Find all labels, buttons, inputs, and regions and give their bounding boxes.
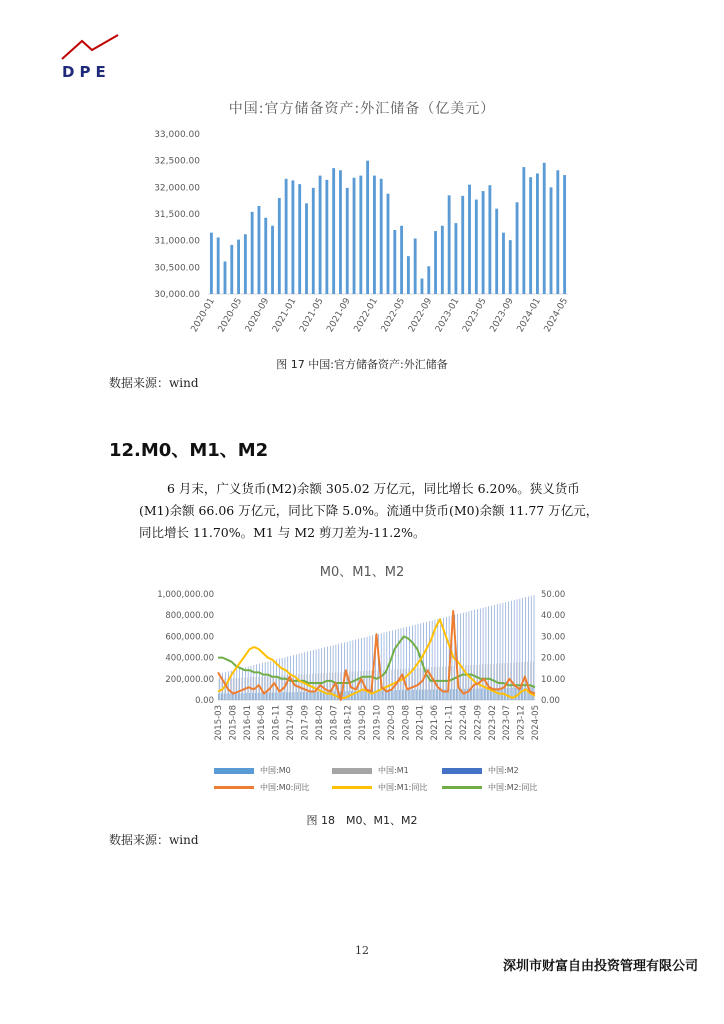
- chart1-bar: [244, 234, 247, 294]
- chart2-bar-m2: [310, 651, 311, 700]
- chart1-xtick-label: 2021-05: [298, 296, 326, 335]
- chart1-bar: [285, 179, 288, 294]
- chart2-bar-m0: [280, 692, 281, 700]
- legend-m1yoy-label: 中国:M1:同比: [378, 783, 428, 792]
- chart1-bar: [393, 230, 396, 294]
- chart2-bar-m2: [256, 664, 257, 700]
- chart2-bar-m0: [402, 690, 403, 700]
- chart2-bar-m2: [500, 604, 501, 700]
- chart1-bar: [448, 195, 451, 294]
- chart2-bar-m2: [254, 665, 255, 700]
- chart2-bar-m0: [258, 693, 259, 700]
- chart2-bar-m0: [306, 692, 307, 700]
- footer-company: 深圳市财富自由投资管理有限公司: [502, 959, 698, 974]
- chart2-bar-m0: [260, 693, 261, 700]
- chart2-bar-m0: [391, 690, 392, 700]
- chart2-bar-m0: [249, 693, 250, 700]
- chart2-bar-m0: [382, 690, 383, 700]
- chart1-bar: [373, 176, 376, 294]
- legend-m2-label: 中国:M2: [488, 766, 519, 775]
- chart1-ytick-label: 32,500.00: [154, 156, 200, 167]
- chart2-bar-m0: [269, 693, 270, 700]
- chart2-xtick-label: 2017-09: [300, 705, 311, 741]
- chart2-bar-m2: [307, 652, 308, 700]
- chart2-bar-m2: [327, 647, 328, 700]
- chart1-ytick-label: 30,000.00: [154, 290, 200, 300]
- chart2-bar-m2: [486, 607, 487, 700]
- chart2-bar-m0: [433, 689, 434, 700]
- chart2-bar-m2: [336, 645, 337, 700]
- chart1-svg: [110, 120, 590, 352]
- chart1-bar: [516, 202, 519, 294]
- chart2-bar-m0: [419, 690, 420, 700]
- chart2-bar-m2: [395, 630, 396, 700]
- chart1-bar: [380, 179, 383, 294]
- chart2-bar-m0: [255, 693, 256, 700]
- chart2-xtick-label: 2023-12: [516, 705, 527, 741]
- chart1-ytick-label: 30,500.00: [154, 263, 200, 274]
- chart2-bar-m0: [224, 694, 225, 700]
- chart1-bar: [251, 212, 254, 294]
- chart1-bar: [400, 226, 403, 294]
- chart2-xtick-label: 2021-06: [430, 705, 441, 741]
- chart1-bar: [495, 209, 498, 294]
- chart2-bar-m0: [507, 688, 508, 700]
- chart2-left-tick-label: 0.00: [195, 696, 214, 706]
- chart2-bar-m2: [460, 613, 461, 700]
- legend-m2yoy-label: 中国:M2:同比: [488, 783, 538, 792]
- chart2-bar-m0: [292, 692, 293, 700]
- chart2-bar-m0: [473, 689, 474, 700]
- chart2-bar-m0: [478, 689, 479, 700]
- chart2-title: M0、M1、M2: [319, 565, 405, 580]
- chart2-xtick-label: 2023-07: [502, 705, 513, 741]
- chart1-bar: [529, 177, 532, 294]
- chart2-bar-m0: [408, 690, 409, 700]
- chart2-bar-m0: [416, 690, 417, 700]
- chart1-bar: [305, 203, 308, 294]
- chart2-bar-m0: [277, 692, 278, 700]
- chart2-right-tick-label: 10.00: [541, 674, 566, 685]
- chart2-bar-m0: [275, 693, 276, 700]
- chart2-bar-m0: [413, 690, 414, 700]
- chart2-bar-m2: [429, 621, 430, 700]
- chart2-bar-m2: [440, 618, 441, 700]
- chart2-xtick-label: 2022-04: [458, 705, 469, 741]
- chart2-bar-m2: [355, 640, 356, 700]
- chart2-bar-m0: [510, 688, 511, 700]
- chart1-bar: [414, 239, 417, 294]
- chart2-source: 数据来源：wind: [109, 833, 199, 847]
- chart1-bar: [366, 161, 369, 294]
- chart1-bar: [319, 176, 322, 294]
- chart2-left-tick-label: 400,000.00: [165, 653, 214, 664]
- chart2-xtick-label: 2016-11: [271, 705, 282, 741]
- chart1-bar: [563, 175, 566, 294]
- chart2-bar-m0: [393, 690, 394, 700]
- chart1-bar: [556, 170, 559, 294]
- chart2-bar-m2: [304, 652, 305, 700]
- chart2-xtick-label: 2020-08: [401, 705, 412, 741]
- legend-m1-label: 中国:M1: [378, 766, 409, 775]
- chart2-right-tick-label: 40.00: [541, 611, 566, 622]
- chart1-bar: [312, 188, 315, 294]
- chart2-left-tick-label: 1,000,000.00: [157, 590, 214, 600]
- chart2-xtick-label: 2018-07: [329, 705, 340, 741]
- chart1-xtick-label: 2023-01: [434, 296, 462, 335]
- chart2-bar-m0: [294, 692, 295, 700]
- chart1-xtick-label: 2021-09: [325, 296, 353, 335]
- chart2-bar-m2: [474, 610, 475, 700]
- chart1-bar: [298, 184, 301, 294]
- chart1-bar: [291, 180, 294, 294]
- chart1-xtick-label: 2022-01: [352, 296, 381, 335]
- chart2-bar-m0: [425, 690, 426, 700]
- chart2-bar-m2: [426, 622, 427, 700]
- chart2-xtick-label: 2021-11: [444, 705, 455, 741]
- chart2-bar-m0: [365, 691, 366, 700]
- chart2-caption: 图 18 M0、M1、M2: [306, 814, 418, 827]
- chart2-bar-m0: [314, 692, 315, 700]
- chart2-bar-m2: [222, 673, 223, 700]
- chart2-bar-m0: [283, 692, 284, 700]
- chart2-bar-m2: [319, 649, 320, 700]
- chart2-bar-m2: [271, 661, 272, 700]
- chart2-bar-m0: [410, 690, 411, 700]
- chart1-bar: [475, 200, 478, 294]
- chart2-bar-m2: [273, 660, 274, 700]
- legend-m1yoy: [332, 782, 427, 793]
- legend-m0: [214, 765, 291, 776]
- chart2-xtick-label: 2019-05: [358, 705, 369, 741]
- chart1-xtick-label: 2024-05: [542, 296, 571, 335]
- chart2-bar-m2: [268, 661, 269, 700]
- chart2-bar-m0: [311, 692, 312, 700]
- chart1-xtick-label: 2022-05: [379, 296, 408, 335]
- chart2-bar-m2: [503, 603, 504, 700]
- chart2-right-tick-label: 30.00: [541, 632, 566, 643]
- chart1-xtick-label: 2021-01: [271, 296, 299, 335]
- chart1-source: 数据来源：wind: [109, 376, 199, 390]
- chart2-bar-m2: [316, 649, 317, 700]
- chart2-svg: [150, 584, 590, 762]
- chart2-bar-m0: [464, 689, 465, 700]
- chart2-bar-m2: [353, 640, 354, 700]
- chart2-bar-m0: [481, 688, 482, 700]
- chart2-xtick-label: 2015-08: [228, 705, 239, 741]
- chart2-bar-m2: [446, 617, 447, 700]
- chart2-xtick-label: 2017-04: [286, 705, 297, 741]
- chart1-bar: [427, 266, 430, 294]
- chart2-bar-m0: [266, 693, 267, 700]
- chart1-bar: [441, 226, 444, 294]
- chart2-bar-m2: [534, 595, 535, 700]
- chart2-bar-m2: [265, 662, 266, 700]
- chart2-bar-m0: [309, 692, 310, 700]
- chart2-bar-m0: [521, 688, 522, 700]
- chart1-title: 中国:官方储备资产:外汇储备（亿美元）: [228, 101, 496, 117]
- chart1-bar: [387, 194, 390, 294]
- chart2-xtick-label: 2015-03: [214, 705, 224, 741]
- chart1-ytick-label: 32,000.00: [154, 183, 200, 194]
- legend-m0yoy-label: 中国:M0:同比: [260, 783, 310, 792]
- legend-m0yoy: [214, 782, 309, 793]
- chart1-bar: [543, 163, 546, 294]
- section-heading: 12.M0、M1、M2: [109, 440, 269, 461]
- chart2-bar-m2: [494, 605, 495, 700]
- chart2-bar-m0: [360, 691, 361, 700]
- chart2-bar-m2: [237, 669, 238, 700]
- chart2-bar-m2: [415, 625, 416, 700]
- chart2-bar-m2: [387, 632, 388, 700]
- chart2-xtick-label: 2018-12: [343, 705, 354, 741]
- chart2-bar-m0: [218, 694, 219, 700]
- chart2-bar-m2: [480, 608, 481, 700]
- chart1-bar: [550, 187, 553, 294]
- chart2-legend: [214, 765, 544, 795]
- chart2-bar-m2: [347, 642, 348, 700]
- chart1-xtick-label: 2023-05: [461, 296, 489, 335]
- chart2-bar-m2: [245, 667, 246, 700]
- chart2-bar-m2: [344, 642, 345, 700]
- chart2-xtick-label: 2021-01: [415, 705, 426, 741]
- chart2-bar-m0: [300, 692, 301, 700]
- chart2-bar-m2: [234, 670, 235, 700]
- chart2-bar-m2: [477, 609, 478, 700]
- chart1-bar: [271, 226, 274, 294]
- chart2-bar-m0: [379, 690, 380, 700]
- chart1-bar: [536, 173, 539, 294]
- chart2-bar-m0: [320, 692, 321, 700]
- chart2-bar-m2: [299, 654, 300, 700]
- chart1-bar: [454, 223, 457, 294]
- chart1-bar: [325, 180, 328, 294]
- chart1-bar: [346, 188, 349, 294]
- chart2-bar-m2: [333, 645, 334, 700]
- chart1-bar: [278, 198, 281, 294]
- chart2-bar-m0: [229, 693, 230, 700]
- chart2-bar-m2: [350, 641, 351, 700]
- chart2-right-tick-label: 50.00: [541, 590, 566, 600]
- chart1-bar: [258, 206, 261, 294]
- chart2-bar-m0: [476, 689, 477, 700]
- chart1-bar: [434, 231, 437, 294]
- chart2-bar-m0: [467, 689, 468, 700]
- chart2-bar-m2: [466, 612, 467, 700]
- chart2-xtick-label: 2023-02: [487, 705, 498, 741]
- chart1-bar: [509, 240, 512, 294]
- chart2-bar-m2: [313, 650, 314, 700]
- chart2-bar-m2: [259, 664, 260, 700]
- chart2-bar-m2: [293, 655, 294, 700]
- chart2-bar-m2: [463, 613, 464, 700]
- chart1-bar: [224, 261, 227, 294]
- chart2-bar-m2: [432, 621, 433, 701]
- chart2-xtick-label: 2019-10: [372, 705, 383, 741]
- chart2-bar-m2: [412, 625, 413, 700]
- chart1-bar: [210, 233, 213, 294]
- chart2-bar-m0: [272, 693, 273, 700]
- logo-text: DPE: [62, 63, 111, 81]
- chart2-xtick-label: 2024-05: [531, 705, 541, 741]
- chart2-bar-m0: [362, 691, 363, 700]
- chart1-bar: [502, 233, 505, 294]
- chart2-bar-m0: [456, 689, 457, 700]
- chart1-caption: 图 17 中国:官方储备资产:外汇储备: [276, 358, 448, 371]
- chart1-xtick-label: 2020-05: [216, 296, 245, 335]
- chart2-xtick-label: 2018-02: [314, 705, 325, 741]
- chart2-bar-m0: [399, 690, 400, 700]
- chart2-bar-m2: [423, 623, 424, 700]
- chart2-bar-m0: [286, 692, 287, 700]
- chart2-bar-m0: [226, 693, 227, 700]
- chart2-bar-m2: [497, 604, 498, 700]
- chart2-bar-m0: [289, 692, 290, 700]
- chart2-bar-m0: [484, 688, 485, 700]
- chart1-bar: [217, 237, 220, 294]
- chart1-bar: [522, 167, 525, 294]
- chart2-xtick-label: 2016-06: [257, 705, 268, 741]
- chart1-bar: [488, 185, 491, 294]
- chart1-bar: [482, 191, 485, 294]
- chart2-bar-m0: [422, 690, 423, 700]
- chart2-bar-m0: [297, 692, 298, 700]
- legend-m2yoy: [442, 782, 537, 793]
- chart2-bar-m0: [453, 689, 454, 700]
- logo-swoosh: [60, 33, 122, 61]
- chart1-xtick-label: 2023-09: [488, 296, 516, 335]
- chart1-bar: [264, 218, 267, 294]
- chart2-right-tick-label: 0.00: [541, 696, 560, 706]
- chart2-bar-m0: [430, 689, 431, 700]
- page-number: 12: [355, 944, 369, 957]
- chart1-xtick-label: 2024-01: [515, 296, 544, 335]
- legend-m2: [442, 765, 519, 776]
- section-paragraph: 6 月末，广义货币(M2)余额 305.02 万亿元，同比增长 6.20%。狭义货币(M1)余额 66.06 万亿元，同比下降 5.0%。流通中货币(M0)余额 11.77 万亿元，同比增长 11.70%。M1 与 M2 剪刀差为-11.2%。: [139, 481, 599, 540]
- chart1-xtick-label: 2020-01: [189, 296, 217, 335]
- chart2-bar-m0: [450, 689, 451, 700]
- chart2-left-tick-label: 600,000.00: [165, 632, 214, 643]
- chart2-bar-m0: [317, 692, 318, 700]
- chart2-xtick-label: 2020-03: [386, 705, 397, 741]
- chart2-bar-m0: [235, 693, 236, 700]
- chart2-bar-m0: [439, 689, 440, 700]
- chart1-bar: [468, 185, 471, 294]
- chart2-bar-m2: [248, 666, 249, 700]
- chart1-bar: [407, 256, 410, 294]
- chart2-bar-m0: [221, 694, 222, 700]
- chart2-xtick-label: 2016-01: [242, 705, 253, 741]
- chart1-bar: [230, 245, 233, 294]
- chart1-xtick-label: 2020-09: [243, 296, 272, 335]
- chart1-bar: [461, 196, 464, 294]
- chart2-bar-m2: [239, 669, 240, 700]
- chart2-bar-m0: [405, 690, 406, 700]
- chart1-xtick-label: 2022-09: [406, 296, 435, 335]
- chart2-bar-m0: [396, 690, 397, 700]
- chart1-ytick-label: 31,000.00: [154, 236, 200, 247]
- chart2-bar-m0: [252, 693, 253, 700]
- chart1-bar: [359, 176, 362, 294]
- chart2-bar-m0: [238, 693, 239, 700]
- chart2-bar-m2: [276, 659, 277, 700]
- chart1-ytick-label: 33,000.00: [154, 130, 200, 140]
- legend-m0-label: 中国:M0: [260, 766, 291, 775]
- chart1-bar: [421, 279, 424, 294]
- chart2-bar-m2: [242, 668, 243, 700]
- chart1-bar: [237, 240, 240, 294]
- chart2-bar-m2: [404, 628, 405, 700]
- chart2-bar-m2: [491, 606, 492, 700]
- chart2-bar-m0: [487, 688, 488, 700]
- chart1-bar: [332, 168, 335, 294]
- chart2-xtick-label: 2022-09: [473, 705, 484, 741]
- chart1-bar: [353, 178, 356, 294]
- chart2-right-tick-label: 20.00: [541, 653, 566, 664]
- chart2-bar-m0: [459, 689, 460, 700]
- chart2-bar-m0: [246, 693, 247, 700]
- chart2-bar-m0: [241, 693, 242, 700]
- chart2-bar-m2: [262, 663, 263, 700]
- chart2-bar-m0: [243, 693, 244, 700]
- chart2-bar-m0: [427, 690, 428, 700]
- chart2-bar-m0: [436, 689, 437, 700]
- chart2-bar-m2: [302, 653, 303, 700]
- chart1-bar: [339, 170, 342, 294]
- chart2-bar-m2: [469, 611, 470, 700]
- chart2-bar-m0: [515, 688, 516, 700]
- chart2-bar-m2: [228, 671, 229, 700]
- chart2-bar-m0: [303, 692, 304, 700]
- chart2-left-tick-label: 200,000.00: [165, 674, 214, 685]
- logo-swoosh-line: [62, 35, 118, 59]
- chart1-ytick-label: 31,500.00: [154, 210, 200, 220]
- legend-m1: [332, 765, 409, 776]
- chart2-left-tick-label: 800,000.00: [165, 611, 214, 622]
- chart2-bar-m2: [398, 629, 399, 700]
